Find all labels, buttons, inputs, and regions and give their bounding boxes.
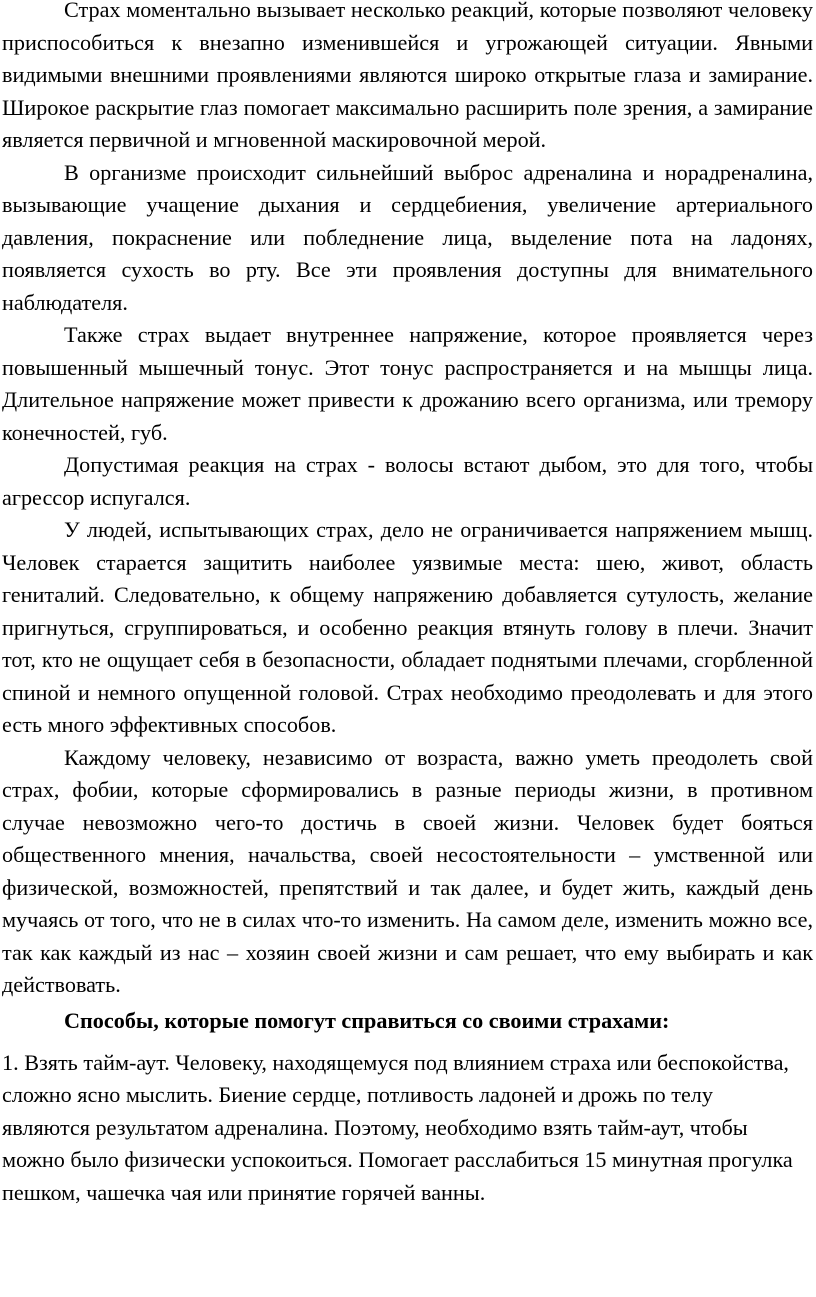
paragraph-muscle-tension: Также страх выдает внутреннее напряжение, которое проявляется через повышенный мышечный тонус. Этот тонус распространяется и на мышцы лица. Длительное напряжение может привести к дрожанию всего организма, или тремору конечностей, губ. bbox=[2, 322, 813, 445]
paragraph-hair-reaction: Допустимая реакция на страх - волосы встают дыбом, это для того, чтобы агрессор испугался. bbox=[2, 452, 813, 510]
section-heading: Способы, которые помогут справиться со своими страхами: bbox=[64, 1007, 670, 1033]
paragraph-overcoming-fear: Каждому человеку, независимо от возраста, важно уметь преодолеть свой страх, фобии, которые сформировались в разные периоды жизни, в противном случае невозможно чего-то достичь в своей жизни. Человек будет бояться общественного мнения, начальства, своей несостоятельности – умственной или физической, возможностей, препятствий и так далее, и будет жить, каждый день мучаясь от того, что не в силах что-то изменить. На самом деле, изменить можно все, так как каждый из нас – хозяин своей жизни и сам решает, что ему выбирать и как действовать. bbox=[2, 744, 813, 997]
paragraph-fear-reactions: Страх моментально вызывает несколько реакций, которые позволяют человеку приспособиться к внезапно изменившейся и угрожающей ситуации. Явными видимыми внешними проявлениями являются широко открытые глаза и замирание. Широкое раскрытие глаз помогает максимально расширить поле зрения, а замирание является первичной и мгновенной маскировочной мерой. bbox=[2, 0, 813, 152]
paragraph-protective-posture: У людей, испытывающих страх, дело не ограничивается напряжением мышц. Человек старается защитить наиболее уязвимые места: шею, живот, область гениталий. Следовательно, к общему напряжению добавляется сутулость, желание пригнуться, сгруппироваться, и особенно реакция втянуть голову в плечи. Значит тот, кто не ощущает себя в безопасности, обладает поднятыми плечами, сгорбленной спиной и немного опущенной головой. Страх необходимо преодолевать и для этого есть много эффективных способов. bbox=[2, 517, 813, 737]
paragraph-adrenaline: В организме происходит сильнейший выброс адреналина и норадреналина, вызывающие учащение дыхания и сердцебиения, увеличение артериального давления, покраснение или побледнение лица, выделение пота на ладонях, появляется сухость во рту. Все эти проявления доступны для внимательного наблюдателя. bbox=[2, 159, 813, 315]
list-item-take-timeout: 1. Взять тайм-аут. Человеку, находящемуся под влиянием страха или беспокойства, сложно ясно мыслить. Биение сердце, потливость ладоней и дрожь по телу являются результатом адреналина. Поэтому, необходимо взять тайм-аут, чтобы можно было физически успокоиться. Помогает расслабиться 15 минутная прогулка пешком, чашечка чая или принятие горячей ванны. bbox=[2, 1049, 793, 1205]
